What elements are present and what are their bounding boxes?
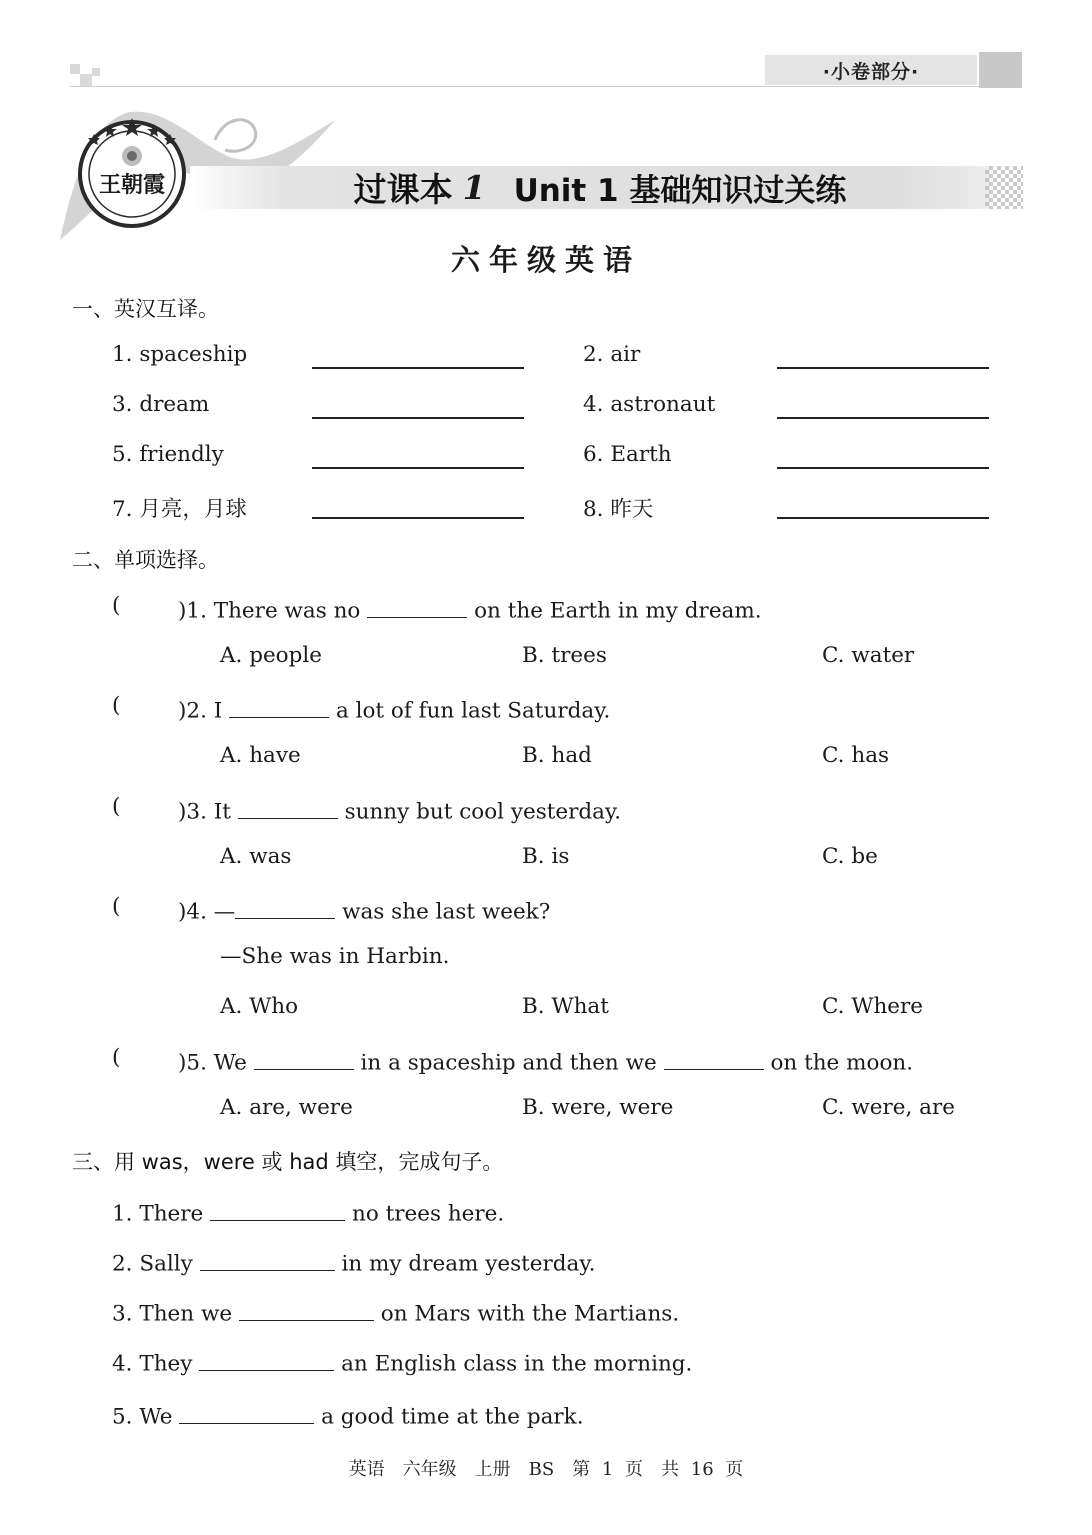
logo-text: 王朝霞 (98, 172, 165, 198)
question-blank[interactable] (235, 894, 335, 919)
vocab-item: 1. spaceship (112, 342, 248, 367)
option-a[interactable]: A. are, were (220, 1095, 353, 1120)
question-text-before: — (213, 899, 236, 925)
fill-blank[interactable] (200, 1246, 335, 1271)
vocab-item: 2. air (583, 342, 641, 367)
option-c[interactable]: C. has (822, 743, 890, 768)
answer-paren-open[interactable]: ( (112, 593, 121, 618)
question-stem (178, 894, 550, 925)
fill-blank[interactable] (179, 1399, 314, 1424)
question-number: )1. (178, 598, 207, 624)
fill-blank[interactable] (210, 1196, 345, 1221)
question-text-before: It (213, 799, 231, 825)
vocab-item: 7. 月亮，月球 (112, 497, 247, 522)
answer-blank[interactable] (777, 417, 989, 419)
question-text-after: on the moon. (770, 1050, 914, 1076)
answer-blank[interactable] (312, 367, 524, 369)
item-number: 4. (112, 1351, 133, 1377)
fill-item (112, 1246, 595, 1277)
section3-heading: 三、用 was，were 或 had 填空，完成句子。 (72, 1150, 504, 1174)
title-band-pattern (985, 166, 1023, 209)
option-b[interactable]: B. trees (522, 643, 607, 668)
question-text-before: I (213, 698, 223, 724)
corner-square (92, 68, 100, 76)
section1-heading: 一、英汉互译。 (72, 297, 219, 321)
option-a[interactable]: A. people (220, 643, 322, 668)
answer-paren-open[interactable]: ( (112, 894, 121, 919)
question-number: )5. (178, 1050, 207, 1076)
corner-square (80, 74, 92, 86)
dialogue-reply: —She was in Harbin. (220, 944, 450, 969)
option-b[interactable]: B. What (522, 994, 609, 1019)
fill-item (112, 1196, 504, 1227)
item-number: 2. (112, 1251, 133, 1277)
item-text-before: Then we (139, 1301, 233, 1327)
fill-item (112, 1346, 692, 1377)
corner-square (70, 64, 80, 74)
question-text-before: There was no (213, 598, 361, 624)
question-blank[interactable] (367, 593, 467, 618)
page-title (250, 166, 950, 209)
question-text-after: on the Earth in my dream. (474, 598, 762, 624)
section2-heading: 二、单项选择。 (72, 548, 219, 572)
item-text-before: Sally (139, 1251, 193, 1277)
question-text-after: sunny but cool yesterday. (344, 799, 622, 825)
question-text-after: a lot of fun last Saturday. (335, 698, 611, 724)
option-c[interactable]: C. were, are (822, 1095, 955, 1120)
vocab-item: 8. 昨天 (583, 497, 654, 522)
answer-blank[interactable] (312, 467, 524, 469)
title-part2: Unit 1 基础知识过关练 (513, 173, 847, 209)
question-number: )2. (178, 698, 207, 724)
question-blank[interactable] (254, 1045, 354, 1070)
answer-blank[interactable] (312, 417, 524, 419)
option-c[interactable]: C. water (822, 643, 915, 668)
header-rule (70, 86, 1022, 87)
question-number: )3. (178, 799, 207, 825)
item-number: 1. (112, 1201, 133, 1227)
question-blank[interactable] (238, 794, 338, 819)
item-number: 5. (112, 1404, 133, 1430)
question-blank[interactable] (229, 693, 329, 718)
logo (76, 116, 188, 228)
answer-paren-open[interactable]: ( (112, 794, 121, 819)
item-text-before: We (139, 1404, 173, 1430)
fill-blank[interactable] (199, 1346, 334, 1371)
vocab-item: 3. dream (112, 392, 210, 417)
fill-blank[interactable] (239, 1296, 374, 1321)
vocab-item: 4. astronaut (583, 392, 716, 417)
fill-item (112, 1399, 584, 1430)
answer-paren-open[interactable]: ( (112, 1045, 121, 1070)
question-stem (178, 593, 762, 624)
answer-blank[interactable] (777, 467, 989, 469)
question-blank[interactable] (664, 1045, 764, 1070)
answer-blank[interactable] (312, 517, 524, 519)
vocab-item: 5. friendly (112, 442, 224, 467)
question-stem (178, 693, 610, 724)
item-text-before: They (139, 1351, 193, 1377)
title-part1: 过课本 (353, 170, 453, 209)
item-text-after: an English class in the morning. (341, 1351, 693, 1377)
question-text-after: was she last week? (342, 899, 551, 925)
item-text-after: on Mars with the Martians. (380, 1301, 680, 1327)
section-tag-end (979, 52, 1022, 88)
question-text-before: We (213, 1050, 247, 1076)
option-a[interactable]: A. have (220, 743, 301, 768)
question-stem (178, 794, 621, 825)
subtitle: 六年级英语 (450, 243, 641, 277)
answer-blank[interactable] (777, 367, 989, 369)
option-c[interactable]: C. Where (822, 994, 924, 1019)
option-a[interactable]: A. was (220, 844, 292, 869)
vocab-item: 6. Earth (583, 442, 672, 467)
item-text-after: a good time at the park. (321, 1404, 584, 1430)
question-text-middle: in a spaceship and then we (360, 1050, 657, 1076)
item-number: 3. (112, 1301, 133, 1327)
item-text-before: There (139, 1201, 204, 1227)
option-b[interactable]: B. had (522, 743, 592, 768)
section-tag: ·小卷部分· (765, 55, 977, 85)
fill-item (112, 1296, 679, 1327)
answer-blank[interactable] (777, 517, 989, 519)
option-b[interactable]: B. is (522, 844, 570, 869)
page-footer: 英语 六年级 上册 BS 第 1 页 共 16 页 (348, 1459, 744, 1480)
option-a[interactable]: A. Who (220, 994, 299, 1019)
answer-paren-open[interactable]: ( (112, 693, 121, 718)
item-text-after: in my dream yesterday. (341, 1251, 596, 1277)
title-number: 1 (462, 168, 486, 207)
option-b[interactable]: B. were, were (522, 1095, 674, 1120)
item-text-after: no trees here. (351, 1201, 505, 1227)
question-stem (178, 1045, 913, 1076)
question-number: )4. (178, 899, 207, 925)
option-c[interactable]: C. be (822, 844, 878, 869)
